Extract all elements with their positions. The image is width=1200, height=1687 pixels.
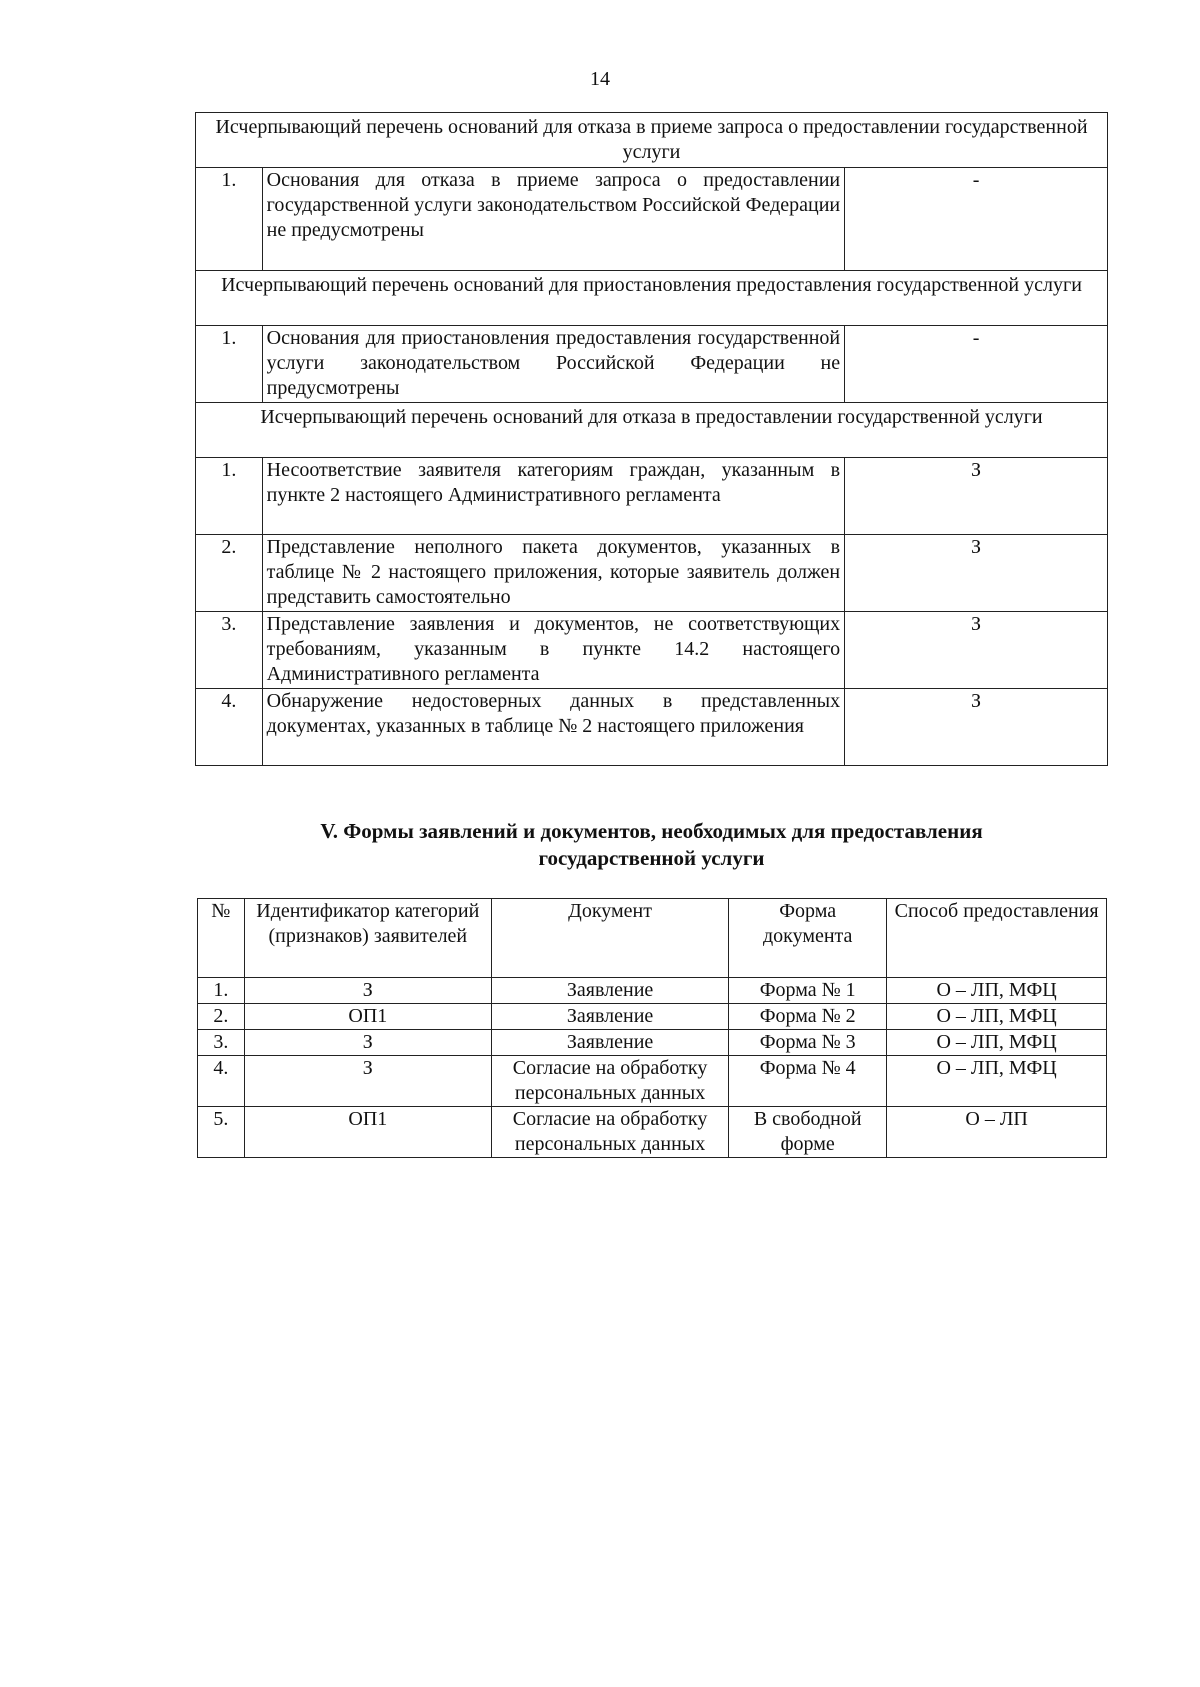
row-reference: З [845, 535, 1108, 612]
row-text: Обнаружение недостоверных данных в представленных документах, указанных в таблице № 2 настоящего приложения [262, 689, 845, 766]
row-reference: З [845, 458, 1108, 535]
row-text: Несоответствие заявителя категориям граждан, указанным в пункте 2 настоящего Административного регламента [262, 458, 845, 535]
section-header-row [196, 403, 1108, 458]
cell-method: О – ЛП [887, 1107, 1107, 1158]
column-header: Документ [491, 899, 728, 978]
table-row [196, 326, 1108, 403]
table-row [196, 535, 1108, 612]
cell-category: З [244, 1056, 491, 1107]
table-row [198, 978, 1107, 1004]
cell-document: Согласие на обработку персональных данных [491, 1107, 728, 1158]
row-reference: З [845, 689, 1108, 766]
table-row [196, 458, 1108, 535]
row-text: Основания для отказа в приеме запроса о предоставлении государственной услуги законодательством Российской Федерации не предусмотрены [262, 168, 845, 271]
row-reference: - [845, 326, 1108, 403]
row-number: 1. [196, 168, 263, 271]
table-row [196, 612, 1108, 689]
cell-document: Согласие на обработку персональных данных [491, 1056, 728, 1107]
section-v-title-line2: государственной услуги [538, 846, 765, 870]
row-text: Представление неполного пакета документов, указанных в таблице № 2 настоящего приложения, которые заявитель должен представить самостоятельно [262, 535, 845, 612]
row-number: 4. [196, 689, 263, 766]
cell-method: О – ЛП, МФЦ [887, 1004, 1107, 1030]
row-reference: - [845, 168, 1108, 271]
cell-number: 4. [198, 1056, 245, 1107]
row-number: 1. [196, 458, 263, 535]
row-text: Основания для приостановления предоставления государственной услуги законодательством Российской Федерации не предусмотрены [262, 326, 845, 403]
cell-category: З [244, 978, 491, 1004]
cell-form: Форма № 1 [729, 978, 887, 1004]
section-header-row [196, 113, 1108, 168]
cell-document: Заявление [491, 978, 728, 1004]
cell-number: 3. [198, 1030, 245, 1056]
section-title-refusal-accept: Исчерпывающий перечень оснований для отказа в приеме запроса о предоставлении государственной услуги [196, 113, 1108, 168]
cell-form: Форма № 3 [729, 1030, 887, 1056]
table-row [196, 168, 1108, 271]
cell-method: О – ЛП, МФЦ [887, 1030, 1107, 1056]
section-v-title [195, 818, 1108, 872]
cell-method: О – ЛП, МФЦ [887, 1056, 1107, 1107]
cell-category: ОП1 [244, 1107, 491, 1158]
cell-category: ОП1 [244, 1004, 491, 1030]
table-row [198, 1056, 1107, 1107]
cell-form: В свободной форме [729, 1107, 887, 1158]
forms-table [197, 898, 1107, 1158]
table-row [198, 1030, 1107, 1056]
column-header: № [198, 899, 245, 978]
row-reference: З [845, 612, 1108, 689]
cell-document: Заявление [491, 1030, 728, 1056]
column-header: Идентификатор категорий (признаков) заявителей [244, 899, 491, 978]
page-number: 14 [590, 68, 610, 90]
cell-document: Заявление [491, 1004, 728, 1030]
column-header: Способ предоставления [887, 899, 1107, 978]
cell-number: 5. [198, 1107, 245, 1158]
cell-method: О – ЛП, МФЦ [887, 978, 1107, 1004]
section-title-refusal-provide: Исчерпывающий перечень оснований для отказа в предоставлении государственной услуги [196, 403, 1108, 458]
cell-form: Форма № 2 [729, 1004, 887, 1030]
row-text: Представление заявления и документов, не соответствующих требованиям, указанным в пункте 14.2 настоящего Административного регламента [262, 612, 845, 689]
section-header-row [196, 271, 1108, 326]
row-number: 2. [196, 535, 263, 612]
row-number: 1. [196, 326, 263, 403]
grounds-table [195, 112, 1108, 766]
cell-category: З [244, 1030, 491, 1056]
cell-number: 1. [198, 978, 245, 1004]
table-row [196, 689, 1108, 766]
cell-number: 2. [198, 1004, 245, 1030]
table-row [198, 1107, 1107, 1158]
table-row [198, 1004, 1107, 1030]
forms-table-header-row [198, 899, 1107, 978]
cell-form: Форма № 4 [729, 1056, 887, 1107]
column-header: Форма документа [729, 899, 887, 978]
row-number: 3. [196, 612, 263, 689]
section-title-suspension: Исчерпывающий перечень оснований для приостановления предоставления государственной услуги [196, 271, 1108, 326]
section-v-title-line1: V. Формы заявлений и документов, необходимых для предоставления [320, 819, 983, 843]
